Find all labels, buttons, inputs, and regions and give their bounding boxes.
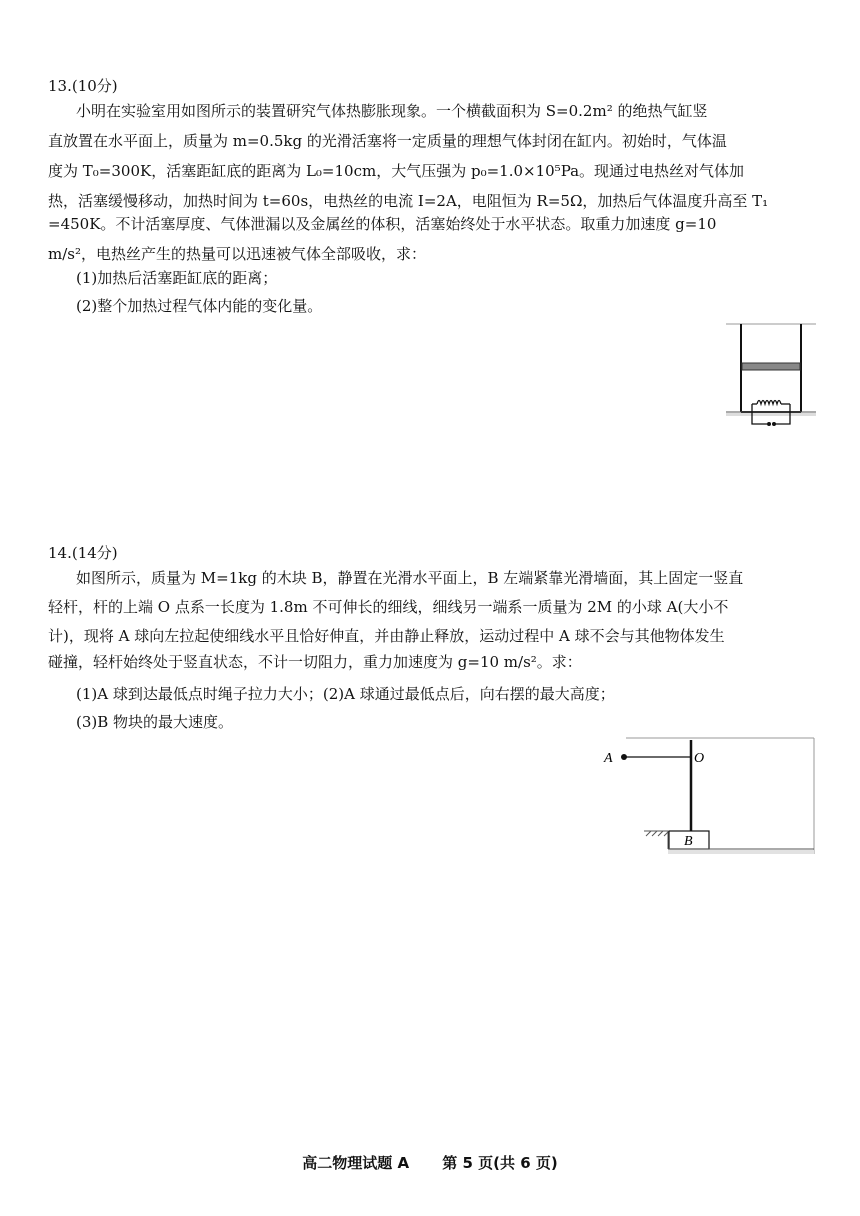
q13-line-6: m/s²，电热丝产生的热量可以迅速被气体全部吸收，求：: [48, 245, 426, 263]
label-b: B: [684, 834, 693, 849]
q14-subquestion-1: (1)A 球到达最低点时绳子拉力大小；(2)A 球通过最低点后，向右摆的最大高度；: [76, 685, 615, 703]
piston: [742, 363, 800, 370]
footer-exam-title: 高二物理试题 A: [302, 1154, 410, 1172]
label-a: A: [604, 751, 613, 766]
q13-line-2: 直放置在水平面上，质量为 m=0.5kg 的光滑活塞将一定质量的理想气体封闭在缸内。初始时，气体温: [48, 132, 727, 150]
terminal-left: [767, 422, 771, 426]
q13-subquestion-1: (1)加热后活塞距缸底的距离；: [76, 269, 278, 287]
q14-line-3: 计)，现将 A 球向左拉起使细线水平且恰好伸直，并由静止释放，运动过程中 A 球不会与其他物体发生: [48, 627, 725, 645]
label-o: O: [694, 751, 705, 766]
footer-page-number: 第 5 页(共 6 页): [442, 1154, 558, 1172]
q13-header: 13.(10分): [48, 77, 118, 95]
q14-line-4: 碰撞，轻杆始终处于竖直状态，不计一切阻力，重力加速度为 g=10 m/s²。求：: [48, 653, 582, 671]
q13-subquestion-2: (2)整个加热过程气体内能的变化量。: [76, 297, 323, 315]
q14-subquestion-2: (3)B 物块的最大速度。: [76, 713, 234, 731]
q14-pendulum-figure: [596, 734, 816, 860]
q13-line-5: =450K。不计活塞厚度、气体泄漏以及金属丝的体积，活塞始终处于水平状态。取重力加速度 g=10: [48, 215, 717, 233]
q14-header: 14.(14分): [48, 544, 118, 562]
terminal-right: [772, 422, 776, 426]
q13-line-3: 度为 T₀=300K，活塞距缸底的距离为 L₀=10cm，大气压强为 p₀=1.0×10⁵Pa。现通过电热丝对气体加: [48, 162, 745, 180]
q14-line-2: 轻杆，杆的上端 O 点系一长度为 1.8m 不可伸长的细线，细线另一端系一质量为 2M 的小球 A(大小不: [48, 598, 729, 616]
q14-line-1: 如图所示，质量为 M=1kg 的木块 B，静置在光滑水平面上，B 左端紧靠光滑墙面，其上固定一竖直: [76, 569, 744, 587]
q13-cylinder-figure: [724, 320, 818, 432]
q13-line-4: 热，活塞缓慢移动，加热时间为 t=60s，电热丝的电流 I=2A，电阻恒为 R=5Ω，加热后气体温度升高至 T₁: [48, 192, 769, 210]
page-footer: [0, 1152, 860, 1173]
q13-line-1: 小明在实验室用如图所示的装置研究气体热膨胀现象。一个横截面积为 S=0.2m² 的绝热气缸竖: [76, 102, 708, 120]
